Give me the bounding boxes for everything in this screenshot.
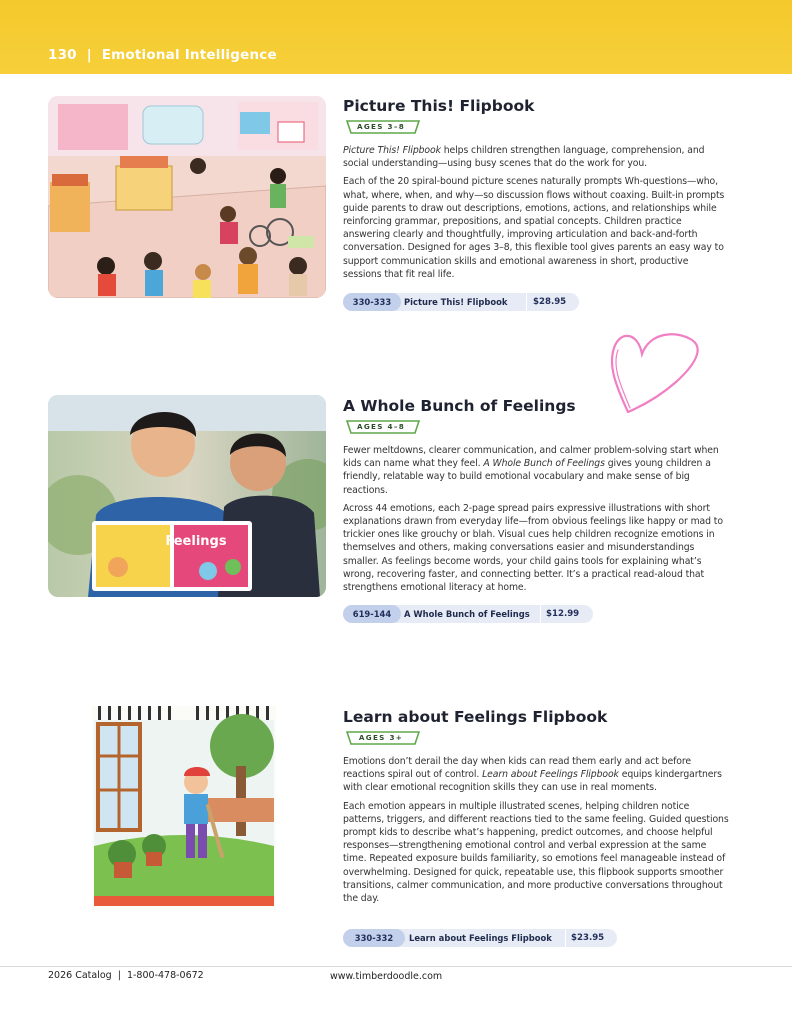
ages-label: AGES 3–8	[356, 122, 406, 131]
product-image-whole-bunch	[48, 395, 326, 597]
intro-before: Emotions don’t derail the day when kids can read them early and act before reactions spiral out of control.	[343, 756, 691, 781]
product-image-picture-this	[48, 96, 326, 298]
product-title: A Whole Bunch of Feelings	[343, 397, 576, 415]
product-description: Each of the 20 spiral-bound picture scenes naturally prompts Wh-questions—who, what, where, when, and why—so discussion flows without coaxing. Built-in prompts guide parents to draw out descriptions, emotions, actions, and relationships while reinforcing grammar, prepositions, and spatial concepts. Children practice answering clearly and thoughtfully, improving articulation and back-and-forth conversation. Designed for ages 3–8, this flexible tool gives parents an easy way to support communication skills and emotional awareness in short, productive sessions that fit real life.	[343, 176, 725, 280]
sku-label: 619-144	[343, 605, 401, 623]
price-pill[interactable]	[343, 605, 593, 623]
price-label: $12.99	[546, 609, 580, 619]
footer-website-link[interactable]: www.timberdoodle.com	[330, 971, 443, 982]
page-header	[0, 0, 792, 74]
product-intro	[343, 755, 729, 795]
price-product-name: Picture This! Flipbook	[404, 297, 508, 307]
price-label: $23.95	[571, 933, 605, 943]
page-number: 130	[48, 47, 77, 63]
product-intro	[343, 144, 729, 170]
pill-divider	[540, 605, 541, 623]
footer-divider	[0, 966, 792, 967]
product-description: Each emotion appears in multiple illustrated scenes, helping children notice patterns, triggers, and different reactions tied to the same feeling. Guided questions prompt kids to describe what’s happening, predict outcomes, and choose helpful responses—strengthening emotional control and verbal expression at the same time. Repeated exposure builds familiarity, so emotions feel manageable instead of overwhelming. Designed for quick, repeatable use, this flipbook supports smoother transitions, calmer communication, and more productive conversations throughout the day.	[343, 800, 729, 905]
intro-rest: gives young children a friendly, relatable way to build emotional vocabulary and make sense of big reactions.	[343, 458, 711, 496]
ages-badge	[343, 416, 729, 434]
price-product-name: A Whole Bunch of Feelings	[404, 609, 530, 619]
pill-divider	[526, 293, 527, 311]
product-title: Picture This! Flipbook	[343, 97, 535, 115]
section-name: Emotional Intelligence	[101, 47, 277, 63]
ages-badge	[343, 116, 729, 134]
intro-title: A Whole Bunch of Feelings	[483, 458, 605, 470]
product-title: Learn about Feelings Flipbook	[343, 708, 608, 726]
ages-badge	[343, 727, 729, 745]
sku-label: 330-332	[343, 929, 405, 947]
ages-label: AGES 4–8	[356, 422, 406, 431]
intro-rest: equips kindergartners with clear emotional recognition skills they can use in real moments.	[343, 769, 722, 794]
intro-before: Fewer meltdowns, clearer communication, and calmer problem-solving start when kids can name what they feel.	[343, 445, 719, 470]
pill-divider	[565, 929, 566, 947]
product-description: Across 44 emotions, each 2-page spread pairs expressive illustrations with short explanations drawn from everyday life—from obvious feelings like happy or mad to trickier ones like grouchy or blah. Visual cues help children recognize emotions in themselves and others, making conversations easier and misunderstandings smaller. As feelings become words, your child gains tools for explaining what’s wrong, recovering faster, and connecting better. It’s a practical read-aloud that strengthens emotional literacy at home.	[343, 502, 723, 594]
product-info-learn-about-feelings	[343, 707, 729, 905]
price-product-name: Learn about Feelings Flipbook	[409, 933, 552, 943]
header-title	[48, 47, 277, 63]
price-pill[interactable]	[343, 293, 579, 311]
price-label: $28.95	[533, 297, 567, 307]
intro-title: Picture This! Flipbook	[343, 145, 441, 156]
price-pill[interactable]	[343, 929, 617, 947]
intro-rest: helps children strengthen language, comprehension, and social understanding—using busy scenes that do the work for you.	[343, 145, 705, 170]
sku-label: 330-333	[343, 293, 401, 311]
product-intro	[343, 444, 729, 497]
header-separator: |	[86, 47, 92, 63]
ages-label: AGES 3+	[358, 733, 404, 742]
product-image-learn-about-feelings	[92, 706, 276, 910]
product-info-picture-this	[343, 96, 729, 281]
book-cover-text: Feelings	[165, 534, 227, 549]
product-info-whole-bunch	[343, 396, 729, 594]
footer-catalog-phone: 2026 Catalog | 1-800-478-0672	[48, 970, 204, 981]
intro-title: Learn about Feelings Flipbook	[482, 769, 619, 781]
